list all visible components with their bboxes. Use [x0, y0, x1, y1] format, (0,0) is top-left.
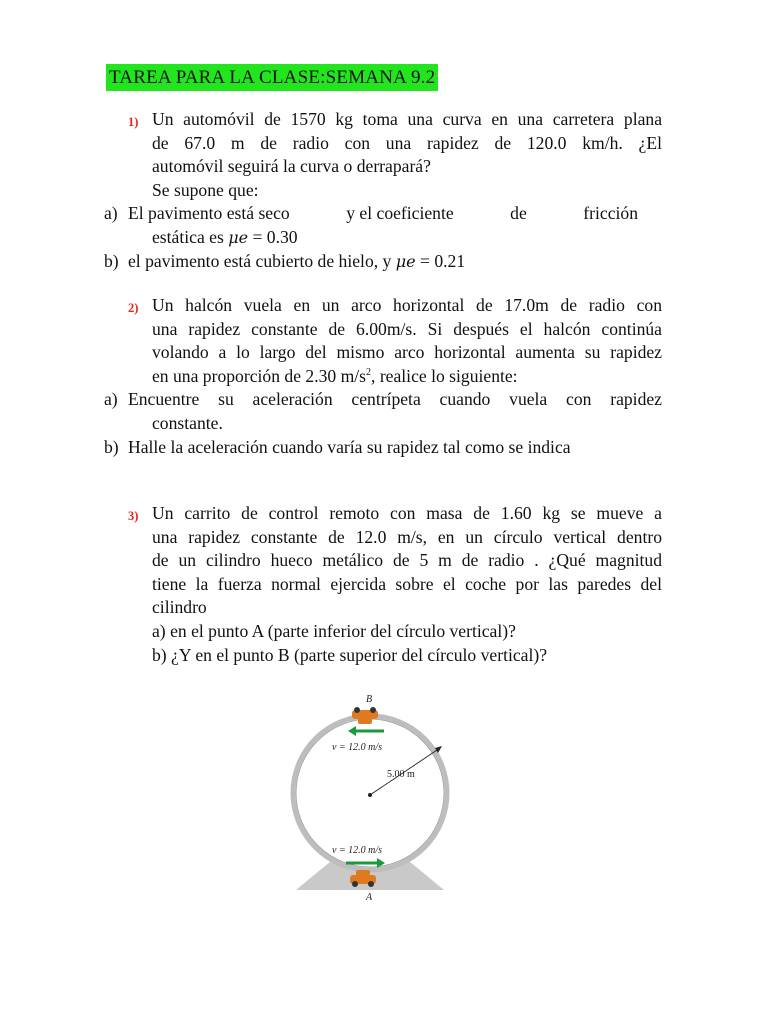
option-label: b): [104, 436, 119, 457]
question-2: [104, 294, 662, 459]
point-b-label: B: [366, 694, 373, 705]
q1-line-4: Se supone que:: [152, 179, 259, 200]
q3-line-2: una rapidez constante de 12.0 m/s, en un círculo vertical dentro: [152, 526, 662, 547]
point-a-label: A: [366, 892, 373, 902]
q3-option-a: a) en el punto A (parte inferior del círculo vertical)?: [152, 620, 516, 641]
q3-line-4: tiene la fuerza normal ejercida sobre el coche por las paredes del: [152, 573, 662, 594]
assignment-title: TAREA PARA LA CLASE:SEMANA 9.2: [106, 64, 438, 91]
question-number: 2): [128, 301, 139, 315]
q1-option-a-line-2: estática es μe = 0.30: [152, 226, 298, 247]
question-1: [104, 108, 662, 273]
q3-line-5: cilindro: [152, 597, 207, 618]
q2-option-a-line-2: constante.: [152, 412, 223, 433]
radius-label: 5.00 m: [387, 769, 415, 780]
mu-symbol: μe: [228, 227, 249, 247]
option-label: a): [104, 203, 118, 224]
q2-line-1: Un halcón vuela en un arco horizontal de 17.0m de radio con: [152, 295, 662, 315]
q2-line-4: en una proporción de 2.30 $m/s^2$, realice lo siguiente:: [152, 365, 518, 386]
vertical-circle-figure: [290, 690, 450, 902]
option-label: a): [104, 389, 118, 410]
q1-option-b: b) el pavimento está cubierto de hielo, y μe = 0.21: [104, 250, 662, 274]
speed-label-bottom: v = 12.0 m/s: [332, 845, 383, 856]
speed-label-top: v = 12.0 m/s: [332, 742, 383, 753]
center-point: [368, 793, 372, 797]
q3-option-b: b) ¿Y en el punto B (parte superior del círculo vertical)?: [152, 644, 548, 665]
q2-line-2: una rapidez constante de 6.00m/s. Si después el halcón continúa: [152, 318, 662, 339]
q3-line-1: Un carrito de control remoto con masa de 1.60 kg se mueve a: [152, 503, 662, 523]
q2-option-a: a) Encuentre su aceleración centrípeta cuando vuela con rapidez: [104, 388, 662, 412]
q3-line-3: de un cilindro hueco metálico de 5 m de radio . ¿Qué magnitud: [152, 550, 662, 571]
question-number: 3): [128, 509, 139, 523]
q2-line-3: volando a lo largo del mismo arco horizontal aumenta su rapidez: [152, 342, 662, 363]
question-3: [128, 502, 662, 667]
q1-line-1: Un automóvil de 1570 kg toma una curva en una carretera plana: [152, 109, 662, 129]
q1-option-a-line-1: a) El pavimento está seco y el coeficiente de fricción: [104, 202, 638, 226]
q2-option-b: b) Halle la aceleración cuando varía su rapidez tal como se indica: [104, 436, 662, 460]
option-label: b): [104, 250, 119, 271]
question-number: 1): [128, 115, 139, 129]
mu-symbol: μe: [395, 251, 416, 271]
q1-line-3: automóvil seguirá la curva o derrapará?: [152, 156, 431, 177]
q1-line-2: de 67.0 m de radio con una rapidez de 120.0 km/h. ¿El: [152, 132, 662, 153]
vertical-circle-diagram: [290, 690, 450, 902]
